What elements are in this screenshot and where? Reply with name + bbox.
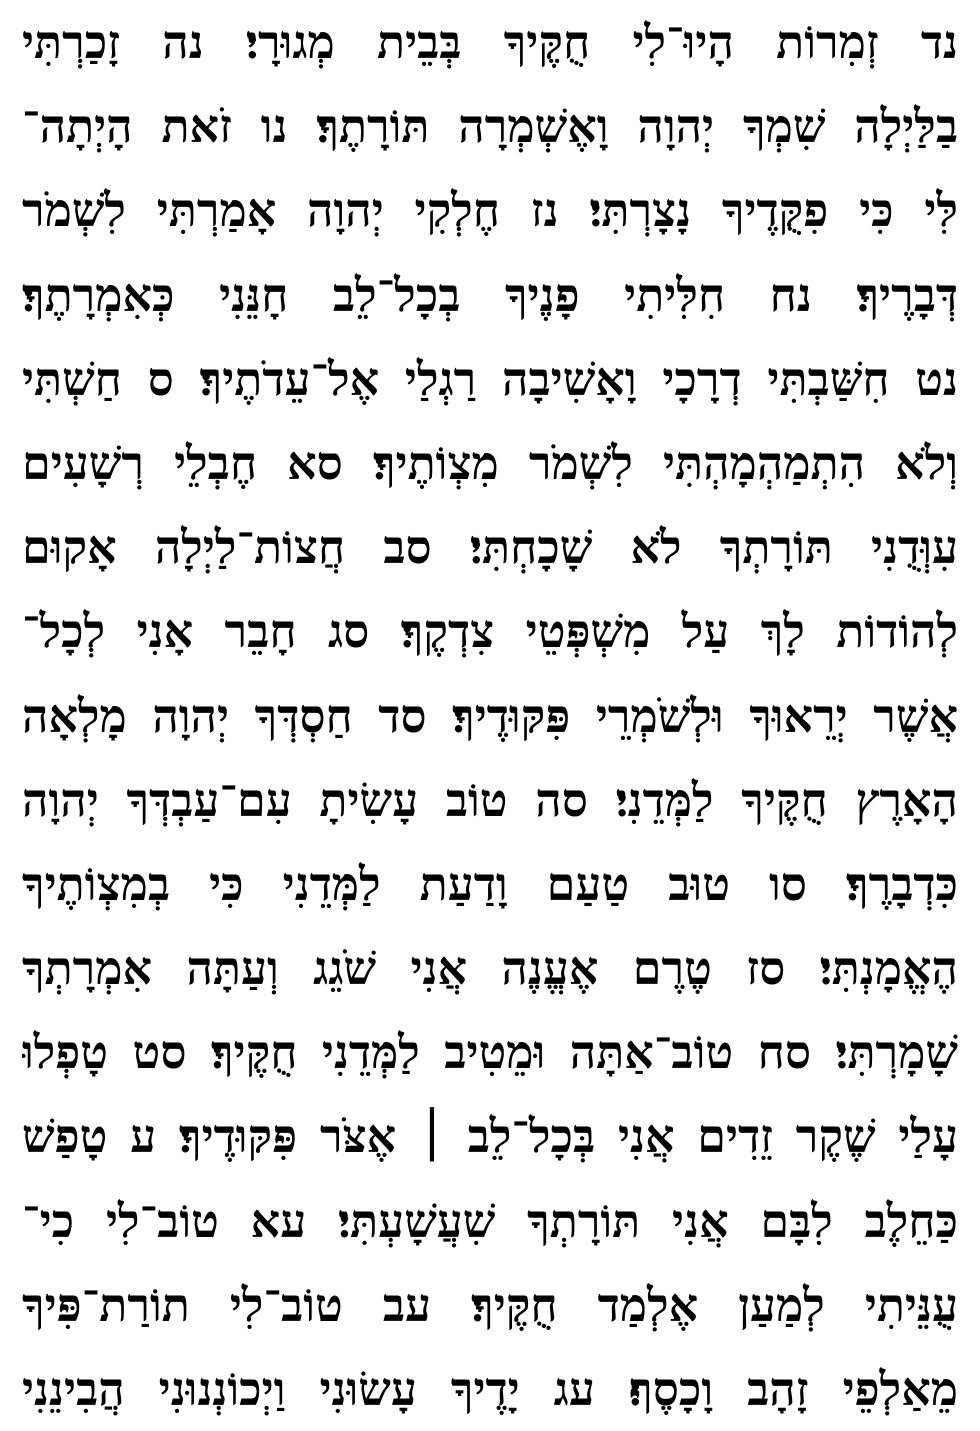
text-line: שָׁמָרְתִּי׃ סח טוֹב־אַתָּה וּמֵטִיב לַמְּדֵנִי חֻקֶּיךָ׃ סט טָפְלוּ (22, 1025, 958, 1080)
text-line: נט חִשַּׁבְתִּי דְרָכָי וָאָשִׁיבָה רַגְלַי אֶל־עֵדֹתֶיךָ׃ ס חַשְׁתִּי (22, 351, 958, 406)
text-line: כִּדְבָרֶךָ׃ סו טוּב טַעַם וָדַעַת לַמְּדֵנִי כִּי בְמִצְוֹתֶיךָ (22, 856, 958, 911)
text-line: בַלַּיְלָה שִׁמְךָ יְהוָה וָאֶשְׁמְרָה תּוֹרָתֶךָ׃ נו זֹאת הָיְתָה־ (22, 99, 958, 154)
text-line: עָלַי שֶׁקֶר זֵדִים אֲנִי בְּכָל־לֵב ׀ אֶצֹּר פִּקּוּדֶיךָ׃ ע טָפַשׁ (22, 1109, 958, 1164)
text-line: עִוְּדֻנִי תּוֹרָתְךָ לֹא שָׁכָחְתִּי׃ סב חֲצוֹת־לַיְלָה אָקוּם (22, 520, 958, 575)
text-line: מֵאַלְפֵי זָהָב וָכָסֶף׃ עג יָדֶיךָ עָשׂוּנִי וַיְכוֹנְנוּנִי הֲבִינֵנִי (22, 1362, 958, 1416)
text-line: דְּבָרֶיךָ׃ נח חִלִּיתִי פָנֶיךָ בְכָל־לֵב חָנֵּנִי כְּאִמְרָתֶךָ׃ (22, 267, 958, 322)
text-line: הֶאֱמָנְתִּי׃ סז טֶרֶם אֶעֱנֶה אֲנִי שֹׁגֵג וְעַתָּה אִמְרָתְךָ (22, 941, 958, 996)
text-line: עֻנֵּיתִי לְמַעַן אֶלְמַד חֻקֶּיךָ׃ עב טוֹב־לִי תוֹרַת־פִּיךָ (22, 1277, 958, 1332)
text-line: נד זְמִרוֹת הָיוּ־לִי חֻקֶּיךָ בְּבֵית מְגוּרָי׃ נה זָכַרְתִּי (22, 15, 958, 69)
text-line: הָאָרֶץ חֻקֶּיךָ לַמְּדֵנִי׃ סה טוֹב עָשִׂיתָ עִם־עַבְדְּךָ יְהוָה (22, 772, 958, 827)
text-line: אֲשֶׁר יְרֵאוּךָ וּלְשֹׁמְרֵי פִּקּוּדֶיךָ׃ סד חַסְדְּךָ יְהוָה מָלְאָה (22, 688, 958, 743)
text-line: לִּי כִּי פִקֻּדֶיךָ נָצָרְתִּי׃ נז חֶלְקִי יְהוָה אָמַרְתִּי לִשְׁמֹר (22, 183, 958, 238)
text-line: כַּחֵלֶב לִבָּם אֲנִי תּוֹרָתְךָ שִׁעֲשָׁעְתִּי׃ עא טוֹב־לִי כִי־ (22, 1193, 958, 1248)
text-line: וְלֹא הִתְמַהְמָהְתִּי לִשְׁמֹר מִצְוֹתֶיךָ׃ סא חֶבְלֵי רְשָׁעִים (22, 435, 958, 490)
text-line: לְהוֹדוֹת לָךְ עַל מִשְׁפְּטֵי צִדְקֶךָ׃ סג חָבֵר אָנִי לְכָל־ (22, 604, 958, 659)
